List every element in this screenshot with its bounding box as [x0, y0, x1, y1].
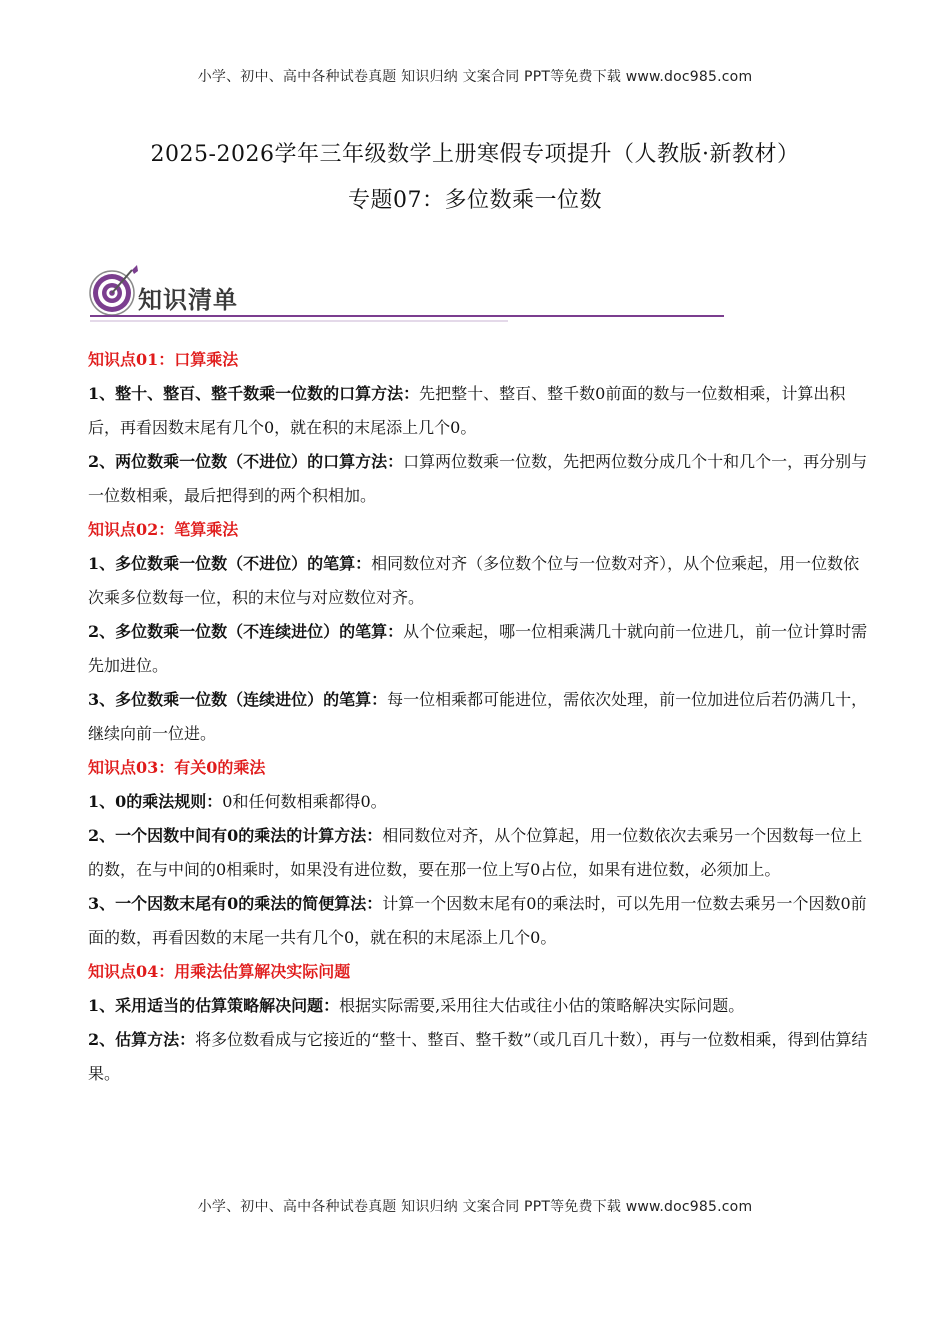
item-text: 先把整十、整百、整千数0前面的数与一位数相乘，计算出积后，再看因数末尾有几个0，就在积的末尾添上几个0。: [88, 384, 846, 437]
knowledge-item: [88, 785, 873, 819]
section-2: [88, 513, 873, 751]
knowledge-item: [88, 445, 873, 513]
knowledge-item: [88, 887, 873, 955]
item-text: 计算一个因数末尾有0的乘法时，可以先用一位数去乘另一个因数0前面的数，再看因数的末尾一共有几个0，就在积的末尾添上几个0。: [88, 894, 867, 947]
section-3: [88, 751, 873, 955]
item-label: 1、整十、整百、整千数乘一位数的口算方法：: [88, 384, 420, 403]
item-label: 1、采用适当的估算策略解决问题：: [88, 996, 340, 1015]
item-label: 3、一个因数末尾有0的乘法的简便算法：: [88, 894, 383, 913]
item-label: 1、多位数乘一位数（不进位）的笔算：: [88, 554, 372, 573]
item-label: 2、两位数乘一位数（不进位）的口算方法：: [88, 452, 404, 471]
item-text: 0和任何数相乘都得0。: [222, 792, 387, 811]
footer-watermark: 小学、初中、高中各种试卷真题 知识归纳 文案合同 PPT等免费下载 www.doc985.com: [197, 1199, 753, 1215]
knowledge-list-banner: [88, 262, 724, 324]
knowledge-item: [88, 819, 873, 887]
knowledge-item: [88, 989, 873, 1023]
section-heading: 知识点01：口算乘法: [88, 350, 239, 369]
item-text: 相同数位对齐（多位数个位与一位数对齐），从个位乘起，用一位数依次乘多位数每一位，积的末位与对应数位对齐。: [88, 554, 860, 607]
section-1: [88, 343, 873, 513]
item-text: 根据实际需要,采用往大估或往小估的策略解决实际问题。: [339, 996, 745, 1015]
item-label: 3、多位数乘一位数（连续进位）的笔算：: [88, 690, 388, 709]
header-watermark: 小学、初中、高中各种试卷真题 知识归纳 文案合同 PPT等免费下载 www.doc985.com: [197, 69, 753, 85]
section-heading: 知识点04：用乘法估算解决实际问题: [88, 962, 351, 981]
item-text: 口算两位数乘一位数，先把两位数分成几个十和几个一，再分别与一位数相乘，最后把得到的两个积相加。: [88, 452, 868, 505]
section-heading: 知识点03：有关0的乘法: [88, 758, 266, 777]
knowledge-item: [88, 1023, 873, 1091]
item-label: 2、多位数乘一位数（不连续进位）的笔算：: [88, 622, 404, 641]
knowledge-item: [88, 547, 873, 615]
knowledge-item: [88, 615, 873, 683]
knowledge-content: [88, 343, 873, 1091]
item-text: 每一位相乘都可能进位，需依次处理，前一位加进位后若仍满几十，继续向前一位进。: [88, 690, 868, 743]
item-text: 从个位乘起，哪一位相乘满几十就向前一位进几，前一位计算时需先加进位。: [88, 622, 868, 675]
banner-label: 知识清单: [138, 286, 238, 314]
item-label: 1、0的乘法规则：: [88, 792, 223, 811]
knowledge-item: [88, 377, 873, 445]
item-label: 2、估算方法：: [88, 1030, 196, 1049]
section-heading: 知识点02：笔算乘法: [88, 520, 239, 539]
section-4: [88, 955, 873, 1091]
document-subtitle: 专题07：多位数乘一位数: [348, 188, 602, 213]
item-text: 相同数位对齐，从个位算起，用一位数依次去乘另一个因数每一位上的数，在与中间的0相乘时，如果没有进位数，要在那一位上写0占位，如果有进位数，必须加上。: [88, 826, 863, 879]
document-title: 2025-2026学年三年级数学上册寒假专项提升（人教版·新教材）: [150, 142, 800, 167]
item-label: 2、一个因数中间有0的乘法的计算方法：: [88, 826, 383, 845]
item-text: 将多位数看成与它接近的“整十、整百、整千数”（或几百几十数），再与一位数相乘，得到估算结果。: [88, 1030, 868, 1083]
knowledge-item: [88, 683, 873, 751]
